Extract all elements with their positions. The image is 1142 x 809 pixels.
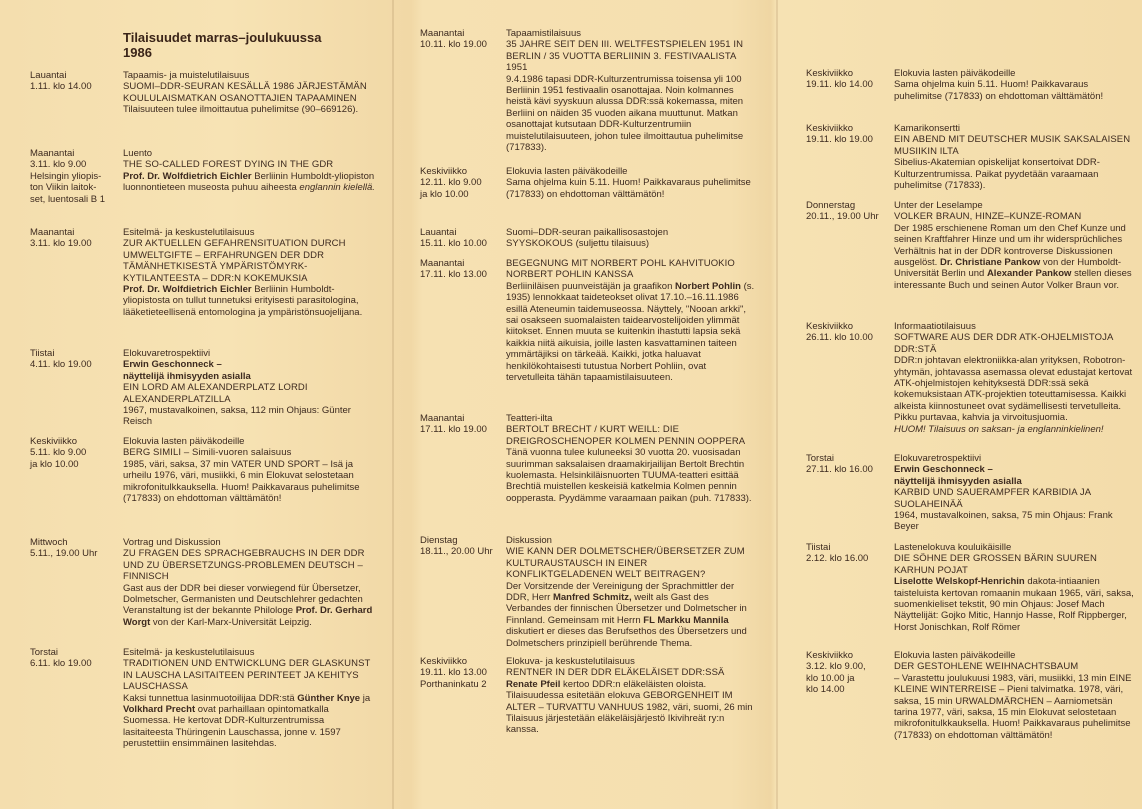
event-body — [894, 650, 1138, 741]
event-text: Berliiniläisen puunveistäjän ja graafikon — [506, 280, 673, 292]
event-category: Esitelmä- ja keskustelutilaisuus — [123, 227, 255, 238]
event-person: Liselotte Welskopf-Henrichin — [894, 576, 1025, 588]
event-category: Esitelmä- ja keskustelutilaisuus — [123, 647, 255, 658]
event-category: Diskussion — [506, 535, 552, 546]
event-heading: EIN ABEND MIT DEUTSCHER MUSIK SAKSALAISEN MUSIIKIN ILTA — [894, 134, 1131, 157]
event-date: Maanantai 17.11. klo 19.00 — [420, 413, 487, 436]
fold-line-right — [776, 0, 778, 809]
event-person: Erwin Geschonneck – — [894, 464, 993, 476]
event-text: 9.4.1986 tapasi DDR-Kulturzentrumissa toisensa yli 100 Berliinin 1951 festivaalin osanottajaa. Noin kolmannes heistä kävi syyskuun alussa DDR:ssä kokemassa, miten Berliini on näiden 35 vuoden aikana muuttunut. Matkan osanottajat kutsutaan DDR-Kulturzentrumiin muistelutilaisuuteen, johon tulee ilmoittautua puhelimitse (717833). — [506, 73, 744, 154]
event-text: Sibelius-Akatemian opiskelijat konsertoivat DDR-Kulturzentrumissa. Paikat pyydetään varaamaan puhelimitse (717833). — [894, 157, 1100, 192]
event-person-2: Volkhard Precht — [123, 704, 196, 716]
event-date: Tiistai 4.11. klo 19.00 — [30, 348, 92, 371]
event-text: 1964, mustavalkoinen, saksa, 75 min Ohjaus: Frank Beyer — [894, 510, 1113, 533]
event-body — [506, 28, 756, 153]
event-heading: KARBID UND SAUERAMPFER KARBIDIA JA SUOLAHEINÄÄ — [894, 487, 1091, 510]
event-date: Keskiviikko 19.11. klo 19.00 — [806, 123, 873, 146]
event-body — [506, 227, 756, 250]
event-date: Dienstag 18.11., 20.00 Uhr — [420, 535, 493, 558]
event-heading: BERTOLT BRECHT / KURT WEILL: DIE DREIGROSCHENOPER KOLMEN PENNIN OOPPERA — [506, 424, 746, 447]
event-category: Elokuvaretrospektiivi — [894, 453, 982, 464]
event-text-2: von der Karl-Marx-Universität Leipzig. — [152, 616, 312, 628]
event-body — [123, 348, 375, 428]
event-heading: ZUR AKTUELLEN GEFAHRENSITUATION DURCH UMWELTGIFTE – ERFAHRUNGEN DER DDR TÄMÄNHETKISESTÄ YMPÄRISTÖMYRK-KYTILANTEESTA – DDR:N KOKEMUKSIA — [123, 238, 346, 284]
event-category: Elokuvia lasten päiväkodeille — [894, 650, 1016, 661]
event-heading: DER GESTOHLENE WEIHNACHTSBAUM — [894, 661, 1079, 673]
event-language: englannin kielellä. — [299, 182, 375, 194]
event-heading: SOFTWARE AUS DER DDR ATK-OHJELMISTOJA DDR:STÄ — [894, 332, 1113, 355]
event-date: Keskiviikko 19.11. klo 14.00 — [806, 68, 873, 91]
event-text-3: ovat parhaillaan opintomatkalla Suomessa. He kertovat DDR-Kulturzentrumissa lasitaiteesta Thüringenin Lauschassa, jonne v. 1597 perustettiin ensimmäinen lasitehdas. — [123, 704, 341, 750]
event-category: Suomi–DDR-seuran paikallisosastojen — [506, 227, 669, 238]
event-subtitle: näyttelijä ihmisyyden asialla — [894, 475, 1022, 487]
event-person: Günther Knye — [297, 692, 361, 704]
event-text-2: (s. 1935) lennokkaat taideteokset olivat 17.10.–16.11.1986 esillä Ateneumin taidemuseossa. Näyttely, "Nooan arkki", sai osakseen suomalaisten taidearvostelijoiden ylimmät kiitokset. Ennen muuta se kuitenkin ihastutti lapsia sekä kaikkia niitä aikuisia, joille lasten kasvattaminen taiteen ymmärtäjiksi on tärkeää. Kaikki, jotka haluavat henkilökohtaisesti tutustua Norbert Pohliin, ovat tervetulleita tähän tapaamistilaisuuteen. — [506, 280, 755, 384]
event-note: HUOM! Tilaisuus on saksan- ja englanninkielinen! — [894, 423, 1104, 435]
event-category: Elokuvia lasten päiväkodeille — [894, 68, 1016, 79]
event-body — [123, 436, 375, 504]
event-person: Manfred Schmitz, — [552, 592, 632, 604]
event-text: Berliinin Humboldt-yliopistosta on tullut tunnetuksi erityisesti parasitologina, lääketieteellisenä entomologina ja ympäristönsuojelijana. — [123, 284, 363, 318]
event-date: Keskiviikko 5.11. klo 9.00 ja klo 10.00 — [30, 436, 87, 470]
event-text: kertoo DDR:n eläkeläisten oloista. Tilaisuudessa esitetään elokuva GEBORGENHEIT IM ALTER – TURVATTU VANHUUS 1982, väri, suomi, 26 min Tilaisuus järjestetään eläkeläisjärjestö Ikivihreät ry:n kanssa. — [506, 678, 753, 736]
event-text: dakota-intiaanien taisteluista kertovan romaanin mukaan 1965, väri, saksa, suomenkieliset tekstit, 90 min Ohjaus: Josef Mach Näyttelijät: Gojko Mitic, Hannjo Hasse, Rolf Rippberger, Horst Jonischkan, Rolf Römer — [894, 576, 1134, 633]
event-body — [506, 656, 756, 736]
event-category: Teatteri-ilta — [506, 413, 553, 424]
event-text: 1985, väri, saksa, 37 min VATER UND SPORT – Isä ja urheilu 1976, väri, musiikki, 6 min Elokuvat selostetaan mikrofonitulkkauksella. Huom! Paikkavaraus puhelimitse (717833) on ehdottoman välttämätön! — [123, 458, 360, 505]
event-text-2: weilt als Gast des Verbandes der finnischen Übersetzer und Dolmetscher in Finnland. Gemeinsam mit Herrn — [506, 592, 747, 626]
event-person: Norbert Pohlin — [675, 280, 741, 292]
event-heading: BERG SIMILI – Simili-vuoren salaisuus — [123, 447, 292, 459]
event-body — [506, 413, 756, 504]
event-text: (suljettu tilaisuus) — [575, 238, 650, 250]
event-body — [894, 123, 1138, 191]
event-text: Berliinin Humboldt-yliopiston luonnontieteen museosta puhuu aiheesta — [123, 170, 375, 194]
event-date: Maanantai 3.11. klo 9.00 Helsingin yliopis- ton Viikin laitok- set, luentosali B 1 — [30, 148, 105, 205]
event-category: Elokuvaretrospektiivi — [123, 348, 211, 359]
event-date: Maanantai 10.11. klo 19.00 — [420, 28, 487, 51]
event-text: Kaksi tunnettua lasinmuotoilijaa DDR:stä — [123, 692, 295, 704]
event-category: Kamarikonsertti — [894, 123, 960, 134]
column-2 — [420, 0, 755, 809]
event-body — [123, 647, 375, 750]
event-category: Tapaamistilaisuus — [506, 28, 581, 39]
event-date: Maanantai 17.11. klo 13.00 — [420, 258, 487, 281]
event-person: Prof. Dr. Wolfdietrich Eichler — [123, 170, 252, 182]
event-text: Der 1985 erschienene Roman um den Chef Kunze und seinen Kraftfahrer Hinze und um ihr widersprüchliches Verhältnis hat in der DDR kontroverse Diskussionen ausgelöst. — [894, 222, 1126, 269]
event-text: 1967, mustavalkoinen, saksa, 112 min Ohjaus: Günter Reisch — [123, 405, 351, 428]
event-text-2: von der Humboldt-Universität Berlin und — [894, 257, 1122, 280]
event-text: Tilaisuuteen tulee ilmoittautua puhelimitse (90–669126). — [123, 104, 359, 116]
event-body — [506, 535, 756, 649]
event-body — [894, 321, 1138, 435]
event-heading: SUOMI–DDR-SEURAN KESÄLLÄ 1986 JÄRJESTÄMÄN KOULULAISMATKAN OSANOTTAJIEN TAPAAMINEN — [123, 81, 367, 104]
event-date: Torstai 6.11. klo 19.00 — [30, 647, 92, 670]
event-body — [506, 166, 756, 200]
event-text: – Varastettu joulukuusi 1983, väri, musiikki, 13 min EINE KLEINE WINTERREISE – Pieni talvimatka. 1978, väri, saksa, 15 min URWALDMÄRCHEN – Aarniometsän tarina 1977, väri, saksa, 15 min Elokuvat selostetaan mikrofonitulkkauksella. Huom! Paikkavaraus puhelimitse (717833) on ehdottoman välttämätön! — [894, 672, 1132, 741]
event-date: Maanantai 3.11. klo 19.00 — [30, 227, 92, 250]
event-heading: RENTNER IN DER DDR ELÄKELÄISET DDR:SSÄ — [506, 667, 725, 679]
event-category: Lastenelokuva kouluikäisille — [894, 542, 1012, 553]
event-heading: TRADITIONEN UND ENTWICKLUNG DER GLASKUNST IN LAUSCHA LASITAITEEN PERINTEET JA KEHITYS LAUSCHASSA — [123, 658, 371, 693]
event-heading: SYYSKOKOUS — [506, 238, 573, 250]
event-body — [894, 68, 1138, 102]
event-category: Luento — [123, 148, 153, 159]
event-body — [894, 453, 1138, 533]
event-text: DDR:n johtavan elektroniikka-alan yrityksen, Robotron-yhtymän, johtavassa asemassa olevat edustajat kertovat ATK-ohjelmistojen kehityksestä DDR:ssä sekä kokemuksistaan ATK-projektien toteuttamisessa. Kaikki alkeista kiinnostuneet ovat sydämellisesti tervetulleita. Pikku purtavaa, kahvia ja virvoitusjuomia. — [894, 355, 1133, 424]
column-3 — [806, 0, 1136, 809]
event-heading: DIE SÖHNE DER GROSSEN BÄRIN SUUREN KARHUN POJAT — [894, 553, 1097, 576]
event-text: Tänä vuonna tulee kuluneeksi 30 vuotta 20. vuosisadan suurimman saksalaisen draamakirjailijan Bertolt Brechtin kuolemasta. Helsinkiläisnuorten TUUMA-teatteri esittää Brechtiä muistellen keskeisiä katkelmia Kolmen pennin oopperasta. Pyydämme varaamaan paikan (puh. 717833). — [506, 447, 752, 504]
event-date: Keskiviikko 3.12. klo 9.00, klo 10.00 ja klo 14.00 — [806, 650, 866, 696]
column-1 — [30, 0, 375, 809]
event-heading: BEGEGNUNG MIT NORBERT POHL KAHVITUOKIO NORBERT POHLIN KANSSA — [506, 258, 735, 281]
event-heading: ZU FRAGEN DES SPRACHGEBRAUCHS IN DER DDR UND ZU ÜBERSETZUNGS-PROBLEMEN DEUTSCH – FINNISCH — [123, 548, 365, 583]
event-body — [894, 200, 1138, 291]
event-text-2: ja — [362, 692, 371, 704]
event-person: Renate Pfeil — [506, 678, 561, 690]
fold-line-left — [392, 0, 394, 809]
event-person-2: Alexander Pankow — [986, 268, 1072, 280]
event-heading: VOLKER BRAUN, HINZE–KUNZE-ROMAN — [894, 211, 1082, 223]
event-heading: EIN LORD AM ALEXANDERPLATZ LORDI ALEXANDERPLATZILLA — [123, 382, 308, 405]
page-title: Tilaisuudet marras–joulukuussa 1986 — [123, 30, 322, 60]
event-subtitle: näyttelijä ihmisyyden asialla — [123, 370, 251, 382]
event-date: Lauantai 15.11. klo 10.00 — [420, 227, 487, 250]
event-body — [894, 542, 1138, 633]
event-body — [123, 148, 375, 194]
event-text: Gast aus der DDR bei dieser vorwiegend für Übersetzer, Dolmetscher, Germanisten und Deutschlehrer gedachten Veranstaltung ist der bekannte Philologe — [123, 582, 363, 617]
event-heading: THE SO-CALLED FOREST DYING IN THE GDR — [123, 159, 334, 171]
event-date: Keskiviikko 12.11. klo 9.00 ja klo 10.00 — [420, 166, 482, 200]
event-person: Prof. Dr. Gerhard Worgt — [123, 605, 373, 628]
event-text-3: diskutiert er dieses das Berufsethos des Übersetzers und Dolmetschers prinzipiell berührende Thema. — [506, 626, 747, 649]
event-person: Dr. Christiane Pankow — [939, 257, 1041, 269]
event-date: Keskiviikko 19.11. klo 13.00 Porthaninkatu 2 — [420, 656, 487, 690]
event-date: Donnerstag 20.11., 19.00 Uhr — [806, 200, 879, 223]
event-date: Mittwoch 5.11., 19.00 Uhr — [30, 537, 98, 560]
event-body — [123, 227, 375, 318]
event-body — [123, 537, 375, 628]
event-category: Vortrag und Diskussion — [123, 537, 221, 548]
event-person: Erwin Geschonneck – — [123, 359, 222, 371]
event-person: Prof. Dr. Wolfdietrich Eichler — [123, 284, 252, 296]
event-body — [506, 258, 756, 383]
event-text: Sama ohjelma kuin 5.11. Huom! Paikkavaraus puhelimitse (717833) on ehdottoman välttämätön! — [894, 79, 1104, 102]
event-text-3: stellen dieses interessante Buch und seinen Autor Volker Braun vor. — [894, 268, 1132, 291]
event-text: Sama ohjelma kuin 5.11. Huom! Paikkavaraus puhelimitse (717833) on ehdottoman välttämätön! — [506, 177, 751, 200]
event-heading: WIE KANN DER DOLMETSCHER/ÜBERSETZER ZUM KULTURAUSTAUSCH IN EINER KONFLIKTGELADENEN WELT BEITRAGEN? — [506, 546, 745, 581]
event-date: Tiistai 2.12. klo 16.00 — [806, 542, 869, 565]
event-person-2: FL Markku Mannila — [643, 614, 729, 626]
event-date: Lauantai 1.11. klo 14.00 — [30, 70, 92, 93]
event-category: Elokuva- ja keskustelutilaisuus — [506, 656, 635, 667]
event-text: Der Vorsitzende der Vereinigung der Sprachmittler der DDR, Herr — [506, 580, 735, 604]
event-category: Elokuvia lasten päiväkodeille — [123, 436, 245, 447]
event-category: Informaatiotilaisuus — [894, 321, 976, 332]
event-body — [123, 70, 375, 116]
event-date: Torstai 27.11. klo 16.00 — [806, 453, 873, 476]
event-date: Keskiviikko 26.11. klo 10.00 — [806, 321, 873, 344]
event-heading: 35 JAHRE SEIT DEN III. WELTFESTSPIELEN 1951 IN BERLIN / 35 VUOTTA BERLIININ 3. FESTIVAALISTA 1951 — [506, 39, 744, 74]
event-category: Tapaamis- ja muistelutilaisuus — [123, 70, 250, 81]
event-category: Elokuvia lasten päiväkodeille — [506, 166, 628, 177]
event-category: Unter der Leselampe — [894, 200, 983, 211]
